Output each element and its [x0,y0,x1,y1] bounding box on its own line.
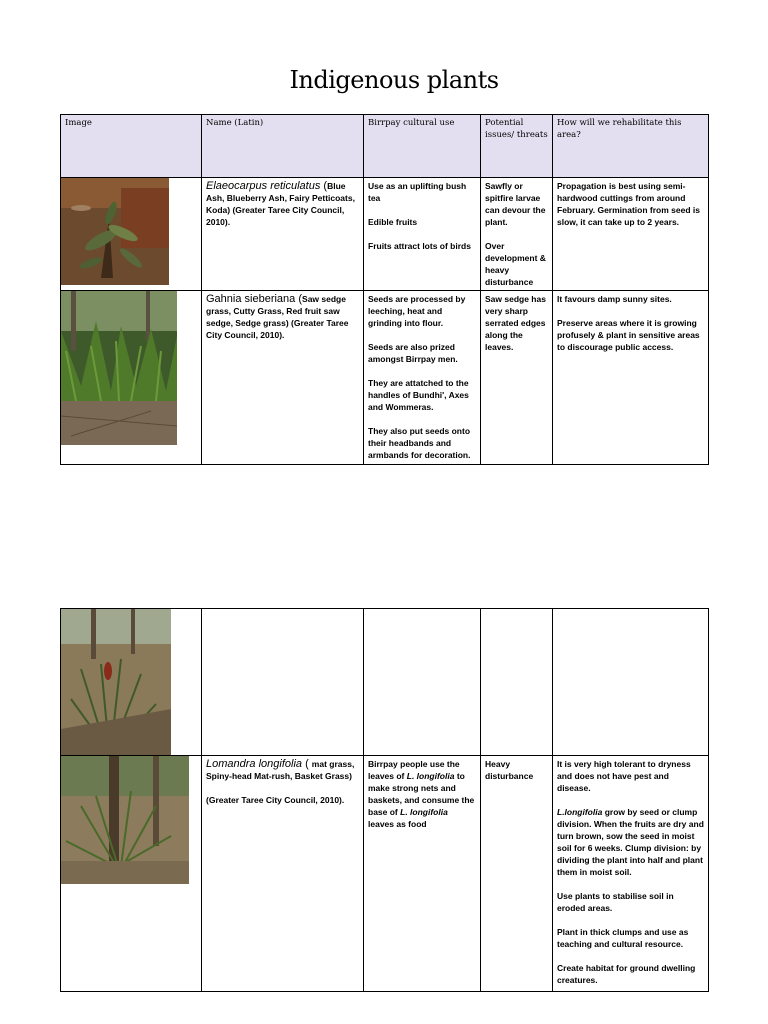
plant-photo-elaeocarpus [61,178,169,285]
issues-cell [481,178,553,291]
issues-cell [481,756,553,992]
rehab-text: grow by seed or clump division. When the fruits are dry and turn brown, sow the seed in moist soil for 6 weeks. Clump division: by dividing the plant into half and plant them in moist soil. [557,807,704,877]
use-cell [364,756,481,992]
latin-name: Elaeocarpus reticulatus [206,180,321,192]
plant-photo-gahnia [61,291,177,445]
name-open-paren: ( [295,293,303,305]
use-text: Birrpay people use the leaves of [368,759,460,781]
rehab-item: Create habitat for ground dwelling creatures. [557,963,696,985]
name-cell [202,756,364,992]
use-item: Seeds are processed by leeching, heat and grinding into flour. [368,294,466,328]
header-image: Image [61,115,202,178]
rehab-item: Propagation is best using semi-hardwood cuttings from around February. Germination from seed is slow, it can take up to 2 years. [557,181,700,227]
rehab-item: Preserve areas where it is growing profusely & plant in sensitive areas to discourage public access. [557,318,700,352]
use-text: leaves as food [368,819,427,829]
common-names: Saw sedge grass, Cutty Grass, Red fruit saw sedge, Sedge grass) (Greater Taree City Council, 2010). [206,294,349,340]
plants-table-continued [60,608,709,992]
empty-cell [364,609,481,756]
issues-cell [481,291,553,465]
table-row [61,291,709,465]
table-row [61,609,709,756]
rehab-item: It favours damp sunny sites. [557,294,672,304]
image-cell [61,178,202,291]
use-text: to make strong nets and baskets, and consume the base of [368,771,475,817]
name-open-paren: ( [302,758,312,770]
table-row [61,178,709,291]
plant-photo-lomandra [61,756,189,884]
name-open-paren: ( [320,180,328,192]
rehab-item [557,806,704,878]
use-cell [364,291,481,465]
image-cell [61,609,202,756]
page-title: Indigenous plants [289,66,499,94]
header-rehab: How will we rehabilitate this area? [553,115,709,178]
issue-item: Sawfly or spitfire larvae can devour the plant. [485,181,546,227]
rehab-cell [553,178,709,291]
species-abbrev: L. longifolia [406,771,455,781]
latin-name: Gahnia sieberiana [206,293,296,305]
rehab-cell [553,291,709,465]
header-issues: Potential issues/ threats [481,115,553,178]
header-row [61,115,709,178]
empty-cell [202,609,364,756]
common-names: Blue Ash, Blueberry Ash, Fairy Petticoats, Koda) (Greater Taree City Council, 2010). [206,181,355,227]
rehab-item: Use plants to stabilise soil in eroded areas. [557,891,674,913]
image-cell [61,756,202,992]
use-item: They are attatched to the handles of Bundhi', Axes and Wommeras. [368,378,469,412]
image-cell [61,291,202,465]
rehab-cell [553,756,709,992]
use-cell [364,178,481,291]
empty-cell [553,609,709,756]
use-item: Edible fruits [368,217,418,227]
citation: (Greater Taree City Council, 2010). [206,795,345,805]
name-cell [202,291,364,465]
latin-name: Lomandra longifolia [206,758,303,770]
use-item: Fruits attract lots of birds [368,241,471,251]
name-cell [202,178,364,291]
use-item: Seeds are also prized amongst Birrpay men. [368,342,458,364]
issue-item: Heavy disturbance [485,759,534,781]
use-item: They also put seeds onto their headbands and armbands for decoration. [368,426,471,460]
plants-table [60,114,709,465]
issue-item: Over development & heavy disturbance [485,241,546,287]
plant-photo-lomandra-flower [61,609,171,755]
header-name: Name (Latin) [202,115,364,178]
species-abbrev: L. longifolia [400,807,448,817]
header-use: Birrpay cultural use [364,115,481,178]
rehab-item: Plant in thick clumps and use as teaching and cultural resource. [557,927,689,949]
rehab-item: It is very high tolerant to dryness and does not have pest and disease. [557,759,691,793]
table-row [61,756,709,992]
species-abbrev: L.longifolia [557,807,603,817]
common-names: mat grass, Spiny-head Mat-rush, Basket Grass) [206,759,355,781]
use-item: Use as an uplifting bush tea [368,181,467,203]
issue-item: Saw sedge has very sharp serrated edges along the leaves. [485,294,546,352]
empty-cell [481,609,553,756]
